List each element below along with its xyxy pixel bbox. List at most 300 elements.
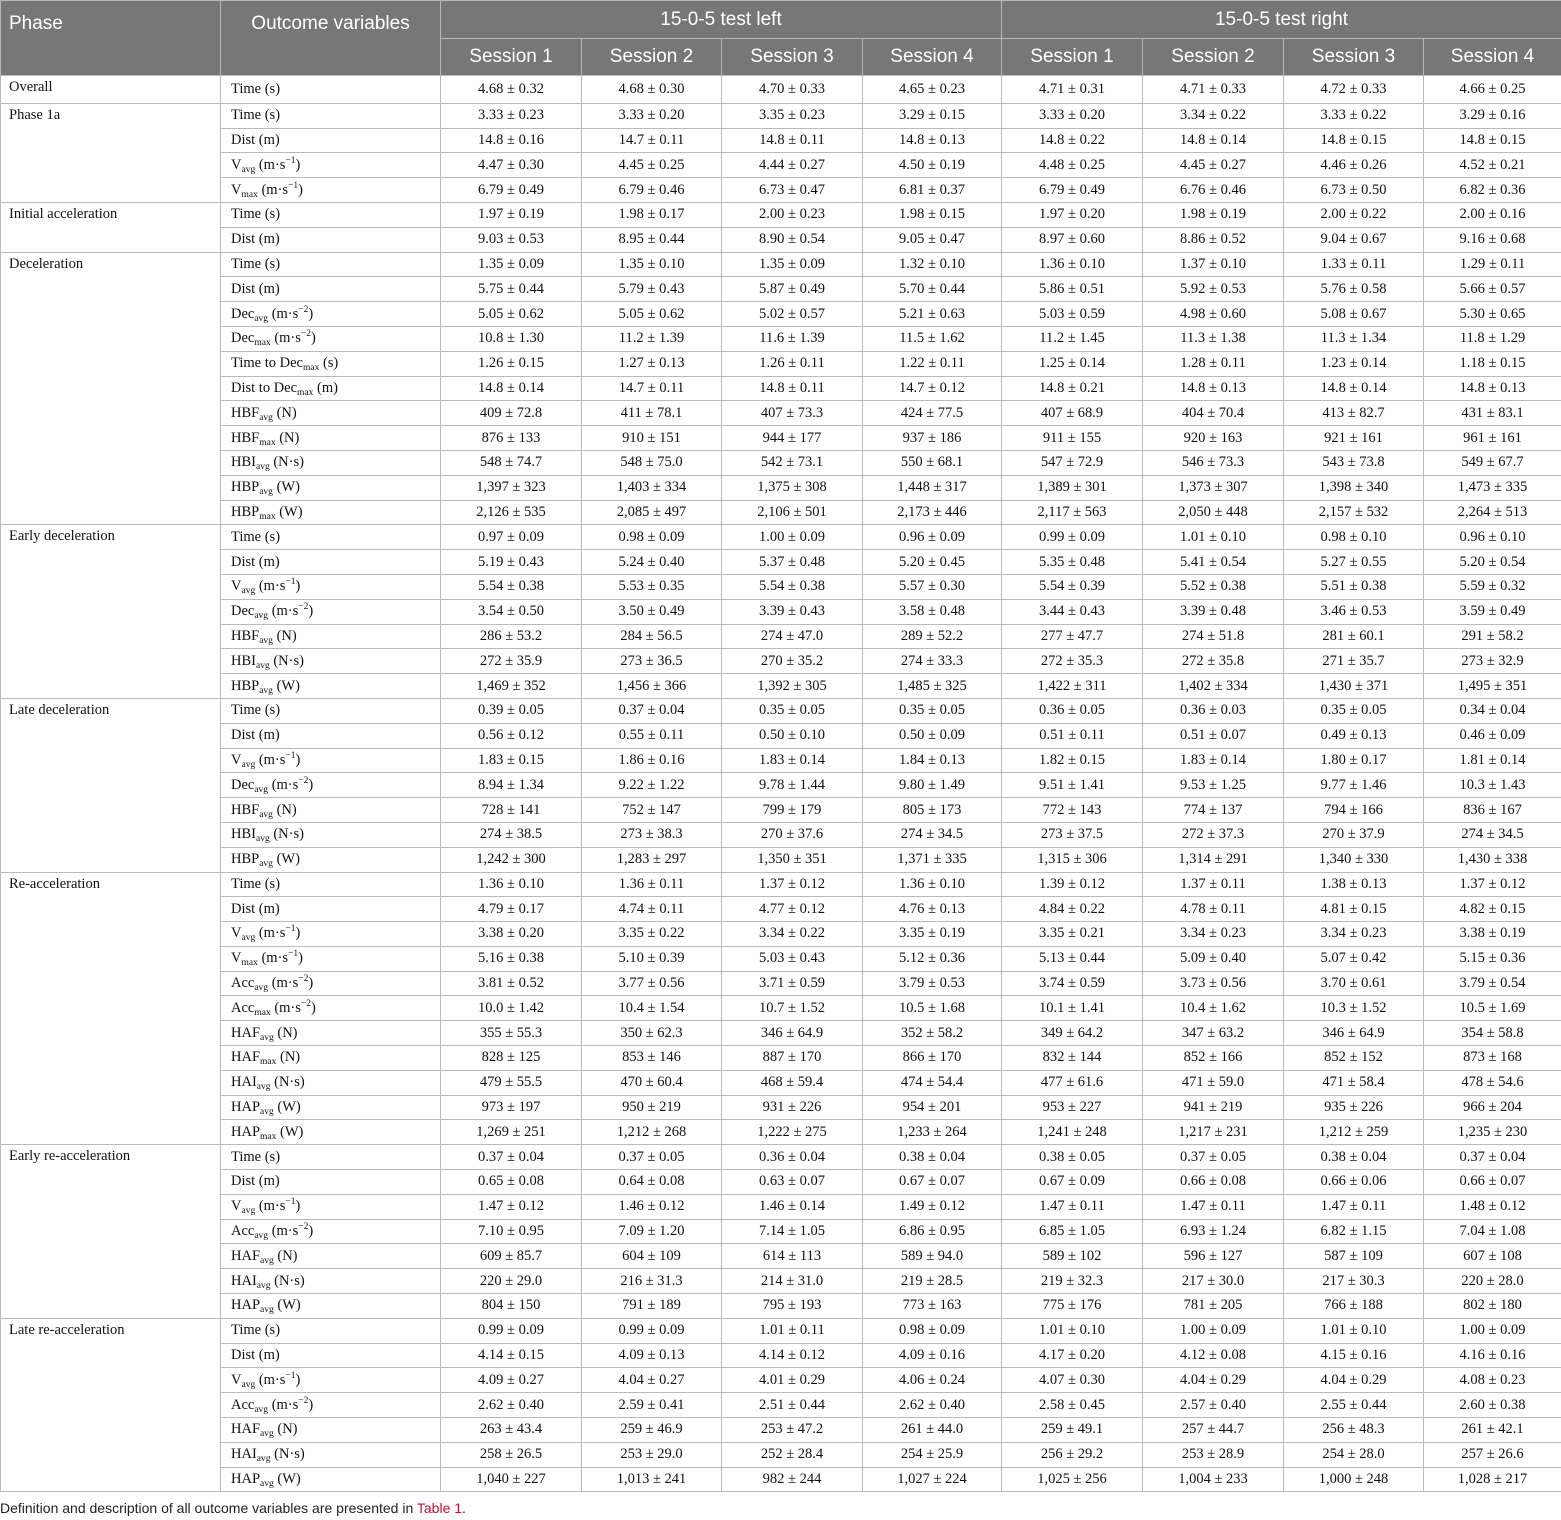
value-cell: 3.70 ± 0.61 — [1284, 971, 1424, 996]
variable-name: Time — [231, 875, 262, 892]
value-cell: 609 ± 85.7 — [441, 1244, 582, 1269]
table-row — [1, 500, 1561, 525]
variable-name: V — [231, 1198, 242, 1215]
value-cell: 5.15 ± 0.36 — [1424, 946, 1561, 971]
value-cell: 1,212 ± 268 — [582, 1120, 722, 1145]
variable-cell — [221, 1095, 441, 1120]
value-cell: 4.04 ± 0.29 — [1143, 1368, 1284, 1393]
value-cell: 14.8 ± 0.13 — [1143, 376, 1284, 401]
value-cell: 4.16 ± 0.16 — [1424, 1343, 1561, 1368]
value-cell: 0.36 ± 0.03 — [1143, 698, 1284, 723]
value-cell: 1.83 ± 0.14 — [1143, 748, 1284, 773]
value-cell: 1.84 ± 0.13 — [863, 748, 1002, 773]
value-cell: 272 ± 35.9 — [441, 649, 582, 674]
variable-name: Acc — [231, 999, 255, 1016]
value-cell: 3.39 ± 0.43 — [722, 599, 863, 624]
variable-subscript: avg — [259, 685, 273, 696]
unit-exponent: −2 — [298, 602, 309, 613]
value-cell: 10.4 ± 1.62 — [1143, 996, 1284, 1021]
table-row — [1, 376, 1561, 401]
value-cell: 10.7 ± 1.52 — [722, 996, 863, 1021]
variable-unit: (W) — [277, 1297, 301, 1314]
value-cell: 0.37 ± 0.04 — [441, 1145, 582, 1170]
value-cell: 281 ± 60.1 — [1284, 624, 1424, 649]
value-cell: 354 ± 58.8 — [1424, 1021, 1561, 1046]
phase-cell: Overall — [1, 76, 221, 104]
value-cell: 424 ± 77.5 — [863, 401, 1002, 426]
value-cell: 474 ± 54.4 — [863, 1070, 1002, 1095]
value-cell: 911 ± 155 — [1002, 426, 1143, 451]
table-row — [1, 599, 1561, 624]
variable-cell — [221, 798, 441, 823]
table-row — [1, 649, 1561, 674]
variable-unit: (m·s — [261, 181, 289, 198]
variable-name: Time — [231, 1148, 262, 1165]
header-session: Session 4 — [863, 39, 1002, 76]
value-cell: 1,485 ± 325 — [863, 674, 1002, 699]
phase-cell: Late deceleration — [1, 698, 221, 872]
variable-name: HAI — [231, 1446, 257, 1463]
variable-cell — [221, 1070, 441, 1095]
variable-subscript: max — [241, 958, 258, 969]
variable-name: HAP — [231, 1297, 261, 1314]
value-cell: 805 ± 173 — [863, 798, 1002, 823]
value-cell: 3.38 ± 0.19 — [1424, 922, 1561, 947]
value-cell: 9.22 ± 1.22 — [582, 773, 722, 798]
variable-cell — [221, 277, 441, 302]
variable-name: HBF — [231, 627, 260, 644]
variable-name: HAI — [231, 1272, 257, 1289]
variable-name: HAF — [231, 1024, 261, 1041]
variable-name: Dec — [231, 776, 255, 793]
unit-close: ) — [298, 181, 304, 198]
variable-unit: (W) — [277, 1471, 301, 1488]
value-cell: 273 ± 38.3 — [582, 822, 722, 847]
unit-close: ) — [295, 1371, 301, 1388]
value-cell: 273 ± 37.5 — [1002, 822, 1143, 847]
value-cell: 11.3 ± 1.38 — [1143, 326, 1284, 351]
value-cell: 2.58 ± 0.45 — [1002, 1393, 1143, 1418]
variable-name: HBF — [231, 429, 260, 446]
value-cell: 0.37 ± 0.05 — [1143, 1145, 1284, 1170]
value-cell: 9.04 ± 0.67 — [1284, 227, 1424, 252]
variable-subscript: max — [254, 338, 271, 349]
variable-cell — [221, 1170, 441, 1195]
value-cell: 774 ± 137 — [1143, 798, 1284, 823]
value-cell: 3.79 ± 0.53 — [863, 971, 1002, 996]
value-cell: 8.97 ± 0.60 — [1002, 227, 1143, 252]
value-cell: 773 ± 163 — [863, 1294, 1002, 1319]
value-cell: 3.29 ± 0.16 — [1424, 103, 1561, 128]
value-cell: 728 ± 141 — [441, 798, 582, 823]
value-cell: 346 ± 64.9 — [1284, 1021, 1424, 1046]
variable-unit: (N·s) — [274, 1272, 305, 1289]
variable-subscript: avg — [260, 1479, 274, 1490]
value-cell: 4.71 ± 0.33 — [1143, 76, 1284, 104]
value-cell: 274 ± 33.3 — [863, 649, 1002, 674]
value-cell: 5.16 ± 0.38 — [441, 946, 582, 971]
header-session: Session 1 — [441, 39, 582, 76]
value-cell: 0.50 ± 0.10 — [722, 723, 863, 748]
value-cell: 350 ± 62.3 — [582, 1021, 722, 1046]
value-cell: 0.51 ± 0.11 — [1002, 723, 1143, 748]
value-cell: 6.73 ± 0.50 — [1284, 178, 1424, 203]
value-cell: 5.54 ± 0.38 — [722, 574, 863, 599]
variable-subscript: avg — [259, 635, 273, 646]
variable-name: Time to Dec — [231, 355, 303, 372]
variable-unit: (W) — [277, 1099, 301, 1116]
variable-cell — [221, 1343, 441, 1368]
value-cell: 471 ± 59.0 — [1143, 1070, 1284, 1095]
value-cell: 4.45 ± 0.25 — [582, 153, 722, 178]
value-cell: 4.82 ± 0.15 — [1424, 897, 1561, 922]
variable-cell — [221, 574, 441, 599]
variable-subscript: max — [260, 1057, 277, 1068]
value-cell: 5.57 ± 0.30 — [863, 574, 1002, 599]
value-cell: 14.8 ± 0.15 — [1284, 128, 1424, 153]
value-cell: 4.79 ± 0.17 — [441, 897, 582, 922]
value-cell: 5.05 ± 0.62 — [582, 302, 722, 327]
variable-name: HBP — [231, 851, 260, 868]
table-row — [1, 624, 1561, 649]
variable-cell — [221, 897, 441, 922]
variable-name: V — [231, 925, 242, 942]
variable-unit: (s) — [264, 875, 281, 892]
value-cell: 4.81 ± 0.15 — [1284, 897, 1424, 922]
value-cell: 910 ± 151 — [582, 426, 722, 451]
value-cell: 259 ± 49.1 — [1002, 1418, 1143, 1443]
value-cell: 9.51 ± 1.41 — [1002, 773, 1143, 798]
variable-cell — [221, 971, 441, 996]
value-cell: 5.20 ± 0.54 — [1424, 550, 1561, 575]
variable-name: Acc — [231, 975, 255, 992]
table-row — [1, 550, 1561, 575]
value-cell: 3.54 ± 0.50 — [441, 599, 582, 624]
value-cell: 1.36 ± 0.10 — [441, 872, 582, 897]
value-cell: 6.82 ± 1.15 — [1284, 1219, 1424, 1244]
table-row — [1, 1343, 1561, 1368]
value-cell: 5.92 ± 0.53 — [1143, 277, 1284, 302]
header-session: Session 1 — [1002, 39, 1143, 76]
value-cell: 5.20 ± 0.45 — [863, 550, 1002, 575]
table-row — [1, 525, 1561, 550]
table-row — [1, 674, 1561, 699]
value-cell: 548 ± 74.7 — [441, 450, 582, 475]
value-cell: 1,233 ± 264 — [863, 1120, 1002, 1145]
value-cell: 542 ± 73.1 — [722, 450, 863, 475]
value-cell: 4.45 ± 0.27 — [1143, 153, 1284, 178]
variable-name: Acc — [231, 1396, 255, 1413]
variable-subscript: max — [259, 437, 276, 448]
value-cell: 5.03 ± 0.43 — [722, 946, 863, 971]
value-cell: 3.34 ± 0.22 — [1143, 103, 1284, 128]
value-cell: 935 ± 226 — [1284, 1095, 1424, 1120]
variable-unit: (m) — [258, 1347, 280, 1364]
value-cell: 3.44 ± 0.43 — [1002, 599, 1143, 624]
value-cell: 11.2 ± 1.39 — [582, 326, 722, 351]
unit-close: ) — [295, 925, 301, 942]
variable-cell — [221, 1145, 441, 1170]
variable-unit: (m·s — [258, 578, 286, 595]
value-cell: 802 ± 180 — [1424, 1294, 1561, 1319]
value-cell: 4.78 ± 0.11 — [1143, 897, 1284, 922]
variable-cell — [221, 178, 441, 203]
value-cell: 2.57 ± 0.40 — [1143, 1393, 1284, 1418]
value-cell: 1.97 ± 0.19 — [441, 202, 582, 227]
value-cell: 2,126 ± 535 — [441, 500, 582, 525]
value-cell: 4.84 ± 0.22 — [1002, 897, 1143, 922]
value-cell: 1,422 ± 311 — [1002, 674, 1143, 699]
variable-name: Time — [231, 206, 262, 223]
table-row — [1, 450, 1561, 475]
variable-unit: (W) — [279, 503, 303, 520]
table-row — [1, 574, 1561, 599]
value-cell: 1,403 ± 334 — [582, 475, 722, 500]
value-cell: 3.77 ± 0.56 — [582, 971, 722, 996]
value-cell: 937 ± 186 — [863, 426, 1002, 451]
value-cell: 11.6 ± 1.39 — [722, 326, 863, 351]
value-cell: 0.38 ± 0.04 — [1284, 1145, 1424, 1170]
value-cell: 4.68 ± 0.32 — [441, 76, 582, 104]
value-cell: 14.8 ± 0.14 — [1143, 128, 1284, 153]
table-row — [1, 1269, 1561, 1294]
value-cell: 274 ± 34.5 — [863, 822, 1002, 847]
value-cell: 1,027 ± 224 — [863, 1467, 1002, 1492]
value-cell: 277 ± 47.7 — [1002, 624, 1143, 649]
value-cell: 1.47 ± 0.11 — [1284, 1194, 1424, 1219]
variable-cell — [221, 202, 441, 227]
unit-close: ) — [311, 999, 316, 1016]
variable-name: Time — [231, 702, 262, 719]
value-cell: 2,117 ± 563 — [1002, 500, 1143, 525]
value-cell: 1.27 ± 0.13 — [582, 351, 722, 376]
variable-unit: (W) — [276, 677, 300, 694]
phase-cell: Early re-acceleration — [1, 1145, 221, 1319]
value-cell: 477 ± 61.6 — [1002, 1070, 1143, 1095]
value-cell: 1.39 ± 0.12 — [1002, 872, 1143, 897]
value-cell: 1.37 ± 0.11 — [1143, 872, 1284, 897]
value-cell: 2.60 ± 0.38 — [1424, 1393, 1561, 1418]
value-cell: 794 ± 166 — [1284, 798, 1424, 823]
value-cell: 543 ± 73.8 — [1284, 450, 1424, 475]
variable-subscript: max — [260, 1131, 277, 1142]
header-session: Session 2 — [582, 39, 722, 76]
value-cell: 14.8 ± 0.21 — [1002, 376, 1143, 401]
variable-unit: (N) — [277, 1421, 298, 1438]
value-cell: 953 ± 227 — [1002, 1095, 1143, 1120]
value-cell: 1.97 ± 0.20 — [1002, 202, 1143, 227]
variable-cell — [221, 1368, 441, 1393]
value-cell: 0.35 ± 0.05 — [1284, 698, 1424, 723]
variable-subscript: max — [302, 363, 320, 374]
value-cell: 409 ± 72.8 — [441, 401, 582, 426]
variable-unit: (s) — [264, 107, 281, 124]
value-cell: 9.80 ± 1.49 — [863, 773, 1002, 798]
value-cell: 1,283 ± 297 — [582, 847, 722, 872]
value-cell: 852 ± 166 — [1143, 1046, 1284, 1071]
table-row — [1, 1021, 1561, 1046]
variable-cell — [221, 649, 441, 674]
value-cell: 1,495 ± 351 — [1424, 674, 1561, 699]
variable-cell — [221, 1021, 441, 1046]
value-cell: 284 ± 56.5 — [582, 624, 722, 649]
variable-name: V — [231, 181, 242, 198]
variable-subscript: avg — [241, 1206, 256, 1217]
value-cell: 0.56 ± 0.12 — [441, 723, 582, 748]
value-cell: 0.66 ± 0.06 — [1284, 1170, 1424, 1195]
unit-close: ) — [308, 305, 314, 322]
variable-subscript: avg — [260, 1429, 274, 1440]
variable-name: Dist — [231, 231, 256, 248]
value-cell: 587 ± 109 — [1284, 1244, 1424, 1269]
value-cell: 548 ± 75.0 — [582, 450, 722, 475]
header-phase: Phase — [1, 1, 221, 76]
value-cell: 5.54 ± 0.38 — [441, 574, 582, 599]
value-cell: 1.37 ± 0.12 — [722, 872, 863, 897]
value-cell: 2,085 ± 497 — [582, 500, 722, 525]
variable-unit: (m·s — [271, 975, 299, 992]
value-cell: 2.00 ± 0.16 — [1424, 202, 1561, 227]
variable-subscript: avg — [254, 313, 269, 324]
value-cell: 1.82 ± 0.15 — [1002, 748, 1143, 773]
value-cell: 0.99 ± 0.09 — [441, 1318, 582, 1343]
variable-unit: (m·s — [258, 156, 286, 173]
table-row — [1, 351, 1561, 376]
value-cell: 470 ± 60.4 — [582, 1070, 722, 1095]
variable-name: HBP — [231, 479, 260, 496]
variable-unit: (m·s — [258, 751, 286, 768]
unit-close: ) — [295, 578, 301, 595]
value-cell: 0.98 ± 0.10 — [1284, 525, 1424, 550]
table-row — [1, 946, 1561, 971]
value-cell: 973 ± 197 — [441, 1095, 582, 1120]
variable-subscript: avg — [259, 412, 273, 423]
value-cell: 1.32 ± 0.10 — [863, 252, 1002, 277]
value-cell: 4.47 ± 0.30 — [441, 153, 582, 178]
value-cell: 3.33 ± 0.20 — [1002, 103, 1143, 128]
value-cell: 795 ± 193 — [722, 1294, 863, 1319]
table-1-link[interactable]: Table 1 — [416, 1500, 463, 1516]
variable-cell — [221, 302, 441, 327]
value-cell: 253 ± 47.2 — [722, 1418, 863, 1443]
value-cell: 3.35 ± 0.23 — [722, 103, 863, 128]
table-row — [1, 1442, 1561, 1467]
variable-unit: (N) — [277, 1024, 298, 1041]
variable-unit: (m·s — [274, 999, 301, 1016]
value-cell: 7.10 ± 0.95 — [441, 1219, 582, 1244]
unit-close: ) — [308, 776, 314, 793]
variable-cell — [221, 723, 441, 748]
value-cell: 291 ± 58.2 — [1424, 624, 1561, 649]
value-cell: 941 ± 219 — [1143, 1095, 1284, 1120]
value-cell: 0.64 ± 0.08 — [582, 1170, 722, 1195]
value-cell: 274 ± 47.0 — [722, 624, 863, 649]
unit-exponent: −2 — [300, 329, 312, 340]
value-cell: 270 ± 37.9 — [1284, 822, 1424, 847]
variable-unit: (W) — [276, 479, 300, 496]
value-cell: 10.5 ± 1.68 — [863, 996, 1002, 1021]
value-cell: 4.77 ± 0.12 — [722, 897, 863, 922]
variable-cell — [221, 1318, 441, 1343]
variable-subscript: avg — [241, 586, 256, 597]
value-cell: 4.08 ± 0.23 — [1424, 1368, 1561, 1393]
value-cell: 589 ± 94.0 — [863, 1244, 1002, 1269]
table-row — [1, 202, 1561, 227]
value-cell: 866 ± 170 — [863, 1046, 1002, 1071]
value-cell: 0.36 ± 0.04 — [722, 1145, 863, 1170]
value-cell: 1,028 ± 217 — [1424, 1467, 1561, 1492]
table-body — [1, 76, 1561, 1492]
value-cell: 4.09 ± 0.16 — [863, 1343, 1002, 1368]
variable-name: V — [231, 1371, 242, 1388]
value-cell: 273 ± 32.9 — [1424, 649, 1561, 674]
value-cell: 3.74 ± 0.59 — [1002, 971, 1143, 996]
variable-cell — [221, 450, 441, 475]
value-cell: 270 ± 37.6 — [722, 822, 863, 847]
variable-name: Dec — [231, 603, 255, 620]
variable-unit: (N·s) — [273, 652, 304, 669]
unit-exponent: −1 — [288, 949, 299, 960]
value-cell: 4.48 ± 0.25 — [1002, 153, 1143, 178]
table-row — [1, 1095, 1561, 1120]
value-cell: 273 ± 36.5 — [582, 649, 722, 674]
value-cell: 1.00 ± 0.09 — [1424, 1318, 1561, 1343]
footnote-text: Definition and description of all outcome variables are presented in — [0, 1500, 417, 1516]
variable-cell — [221, 624, 441, 649]
value-cell: 272 ± 35.3 — [1002, 649, 1143, 674]
value-cell: 0.99 ± 0.09 — [582, 1318, 722, 1343]
value-cell: 468 ± 59.4 — [722, 1070, 863, 1095]
value-cell: 0.46 ± 0.09 — [1424, 723, 1561, 748]
header-session: Session 2 — [1143, 39, 1284, 76]
value-cell: 775 ± 176 — [1002, 1294, 1143, 1319]
table-header — [1, 1, 1561, 76]
value-cell: 14.7 ± 0.11 — [582, 376, 722, 401]
value-cell: 7.14 ± 1.05 — [722, 1219, 863, 1244]
table-row — [1, 475, 1561, 500]
variable-cell — [221, 252, 441, 277]
table-row — [1, 326, 1561, 351]
value-cell: 274 ± 51.8 — [1143, 624, 1284, 649]
value-cell: 0.67 ± 0.09 — [1002, 1170, 1143, 1195]
value-cell: 1.01 ± 0.11 — [722, 1318, 863, 1343]
variable-name: Dec — [231, 305, 255, 322]
header-group-right: 15-0-5 test right — [1002, 1, 1561, 39]
table-row — [1, 1294, 1561, 1319]
table-row — [1, 1368, 1561, 1393]
value-cell: 4.50 ± 0.19 — [863, 153, 1002, 178]
table-row — [1, 302, 1561, 327]
value-cell: 471 ± 58.4 — [1284, 1070, 1424, 1095]
variable-cell — [221, 426, 441, 451]
value-cell: 256 ± 48.3 — [1284, 1418, 1424, 1443]
table-row — [1, 773, 1561, 798]
value-cell: 271 ± 35.7 — [1284, 649, 1424, 674]
table-row — [1, 277, 1561, 302]
value-cell: 1.36 ± 0.10 — [863, 872, 1002, 897]
value-cell: 1.80 ± 0.17 — [1284, 748, 1424, 773]
value-cell: 2.51 ± 0.44 — [722, 1393, 863, 1418]
value-cell: 604 ± 109 — [582, 1244, 722, 1269]
value-cell: 3.81 ± 0.52 — [441, 971, 582, 996]
value-cell: 1.47 ± 0.11 — [1002, 1194, 1143, 1219]
value-cell: 286 ± 53.2 — [441, 624, 582, 649]
value-cell: 5.08 ± 0.67 — [1284, 302, 1424, 327]
value-cell: 10.0 ± 1.42 — [441, 996, 582, 1021]
unit-close: ) — [308, 603, 314, 620]
value-cell: 1,314 ± 291 — [1143, 847, 1284, 872]
value-cell: 1,430 ± 338 — [1424, 847, 1561, 872]
